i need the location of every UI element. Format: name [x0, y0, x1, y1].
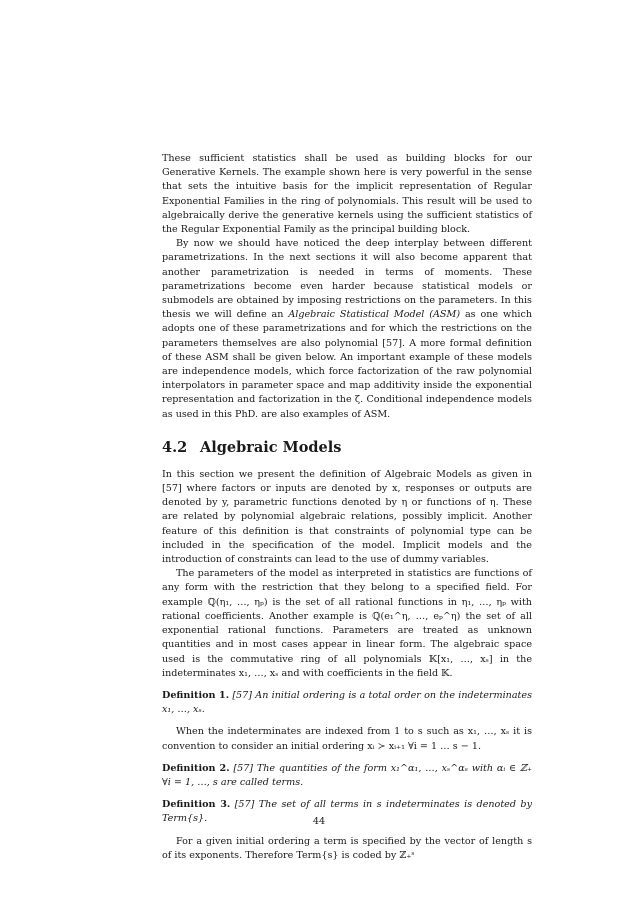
definition-2	[162, 762, 532, 790]
section-number: 4.2	[162, 438, 188, 456]
definition-label: Definition 3.	[162, 799, 231, 811]
body-text	[162, 152, 532, 863]
paragraph-text: By now we should have noticed the deep interplay between different parametrizations. In the next sections it will also become apparent that another parametrization is needed in terms of moments. These parametrizations become even harder because statistical models or submodels are obtained by imposing restrictions on the parameters. In this thesis we will define an	[162, 238, 532, 321]
paragraph-text: as one which adopts one of these parametrizations and for which the restrictions on the parameters themselves are also polynomial [57]. A more formal definition of these ASM shall be given below. An important example of these models are independence models, which force factorization of the raw polynomial interpolators in parameter space and map additivity inside the exponential representation and factorization in the ζ. Conditional independence models as used in this PhD. are also examples of ASM.	[162, 309, 532, 420]
paragraph: The parameters of the model as interpreted in statistics are functions of any form with the restriction that they belong to a specified field. For example ℚ(η₁, …, ηₚ) is the set of all rational functions in η₁, …, ηₚ with rational coefficients. Another example is ℚ(e₁^η, …, eₚ^η) the set of all exponential rational functions. Parameters are treated as unknown quantities and in most cases appear in linear form. The algebraic space used is the commutative ring of all polynomials 𝕂[x₁, …, xₛ] in the indeterminates x₁, …, xₛ and with coefficients in the field 𝕂.	[162, 568, 532, 679]
definition-text: [57] An initial ordering is a total order on the indeterminates x₁, …, xₛ.	[162, 689, 532, 716]
paragraph: For a given initial ordering a term is specified by the vector of length s of its exponents. Therefore Term{s} is coded by ℤ₊ˢ	[162, 835, 532, 861]
definition-label: Definition 2.	[162, 762, 230, 774]
paragraph	[162, 237, 532, 422]
paragraph: When the indeterminates are indexed from 1 to s such as x₁, …, xₛ it is convention to consider an initial ordering xᵢ ≻ xᵢ₊₁ ∀i = 1 … s − 1.	[162, 726, 532, 752]
section-title: Algebraic Models	[200, 438, 342, 456]
definition-text: [57] The set of all terms in s indeterminates is denoted by Term{s}.	[162, 799, 532, 825]
definition-text: [57] The quantities of the form x₁^α₁, …, xₛ^αₛ with αᵢ ∈ ℤ₊ ∀i = 1, …, s are called terms.	[162, 762, 533, 788]
definition-1	[162, 689, 532, 717]
section-heading	[162, 438, 532, 458]
page-number: 44	[312, 816, 326, 827]
paragraph: In this section we present the definition of Algebraic Models as given in [57] where factors or inputs are denoted by x, responses or outputs are denoted by y, parametric functions denoted by η or functions of η. These are related by polynomial algebraic relations, possibly implicit. Another feature of this definition is that constraints of polynomial type can be included in the specification of the model. Implicit models and the introduction of constraints can lead to the use of dummy variables.	[162, 468, 532, 566]
emphasis-term: Algebraic Statistical Model (ASM)	[288, 309, 461, 321]
paragraph: These sufficient statistics shall be used as building blocks for our Generative Kernels. The example shown here is very powerful in the sense that sets the intuitive basis for the implicit representation of Regular Exponential Families in the ring of polynomials. This result will be used to algebraically derive the generative kernels using the sufficient statistics of the Regular Exponential Family as the principal building block.	[162, 153, 532, 236]
definition-label: Definition 1.	[162, 689, 230, 701]
